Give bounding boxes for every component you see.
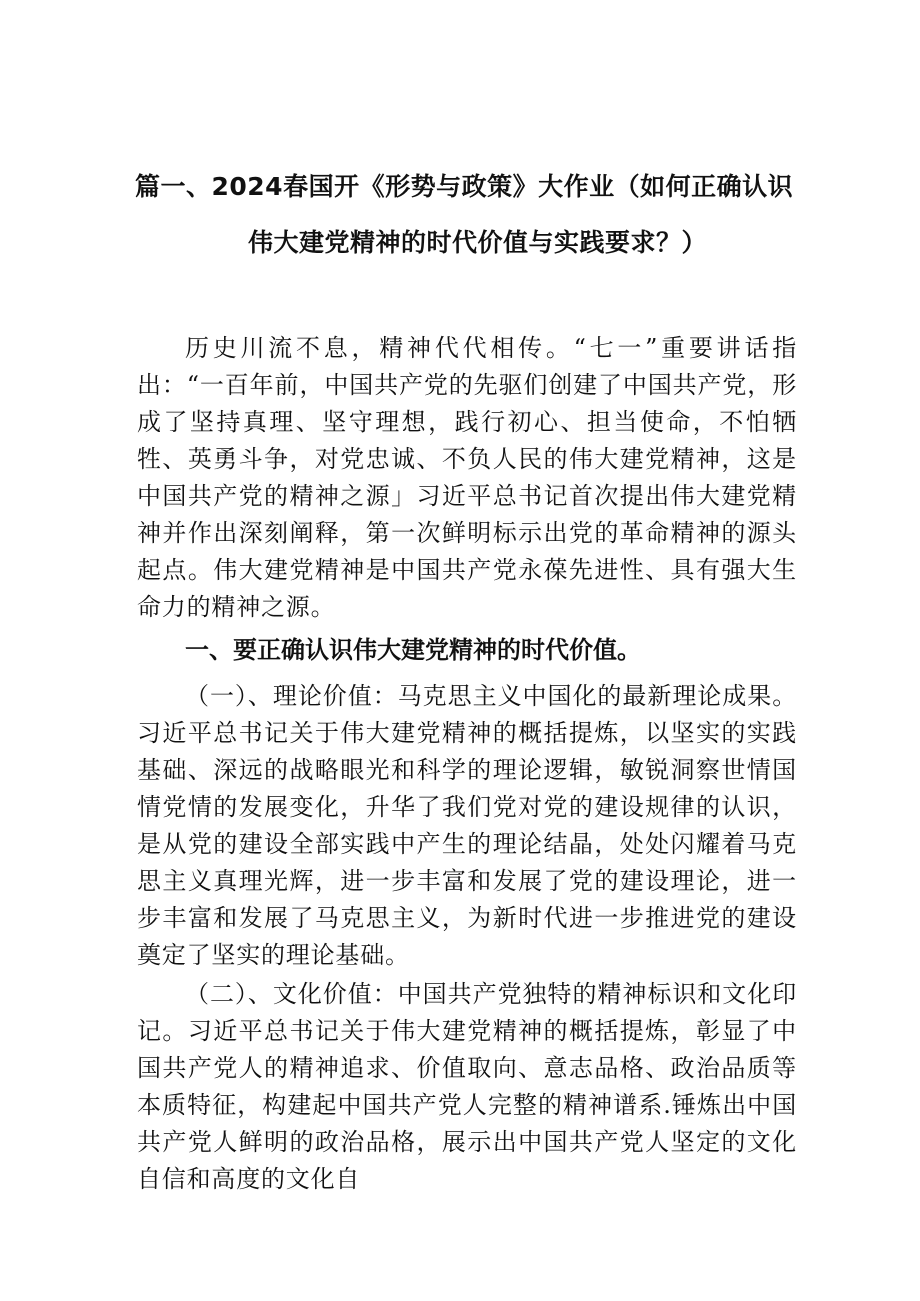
theory-value-paragraph: （一）、理论价值：马克思主义中国化的最新理论成果。习近平总书记关于伟大建党精神的概括提炼，以坚实的实践基础、深远的战略眼光和科学的理论逻辑，敏锐洞察世情国情党情的发展变化，升华了我们党对党的建设规律的认识，是从党的建设全部实践中产生的理论结晶，处处闪耀着马克思主义真理光辉，进一步丰富和发展了党的建设理论，进一步丰富和发展了马克思主义，为新时代进一步推进党的建设奠定了坚实的理论基础。 — [137, 682, 797, 969]
document-title-line-1: 篇一、2024春国开《形势与政策》大作业（如何正确认识 — [135, 172, 794, 201]
culture-value-paragraph: （二）、文化价值：中国共产党独特的精神标识和文化印记。习近平总书记关于伟大建党精神的概括提炼，彰显了中国共产党人的精神追求、价值取向、意志品格、政治品质等本质特征，构建起中国共产党人完整的精神谱系.锤炼出中国共产党人鲜明的政治品格，展示出中国共产党人坚定的文化自信和高度的文化自 — [137, 980, 797, 1193]
document-title-line-2: 伟大建党精神的时代价值与实践要求？） — [248, 228, 708, 257]
intro-paragraph: 历史川流不息，精神代代相传。“七一”重要讲话指出：“一百年前，中国共产党的先驱们创建了中国共产党，形成了坚持真理、坚守理想，践行初心、担当使命，不怕牺牲、英勇斗争，对党忠诚、不负人民的伟大建党精神，这是中国共产党的精神之源」习近平总书记首次提出伟大建党精神并作出深刻阐释，第一次鲜明标示出党的革命精神的源头起点。伟大建党精神是中国共产党永葆先进性、具有强大生命力的精神之源。 — [137, 334, 797, 621]
section-heading: 一、要正确认识伟大建党精神的时代价值。 — [185, 636, 641, 664]
